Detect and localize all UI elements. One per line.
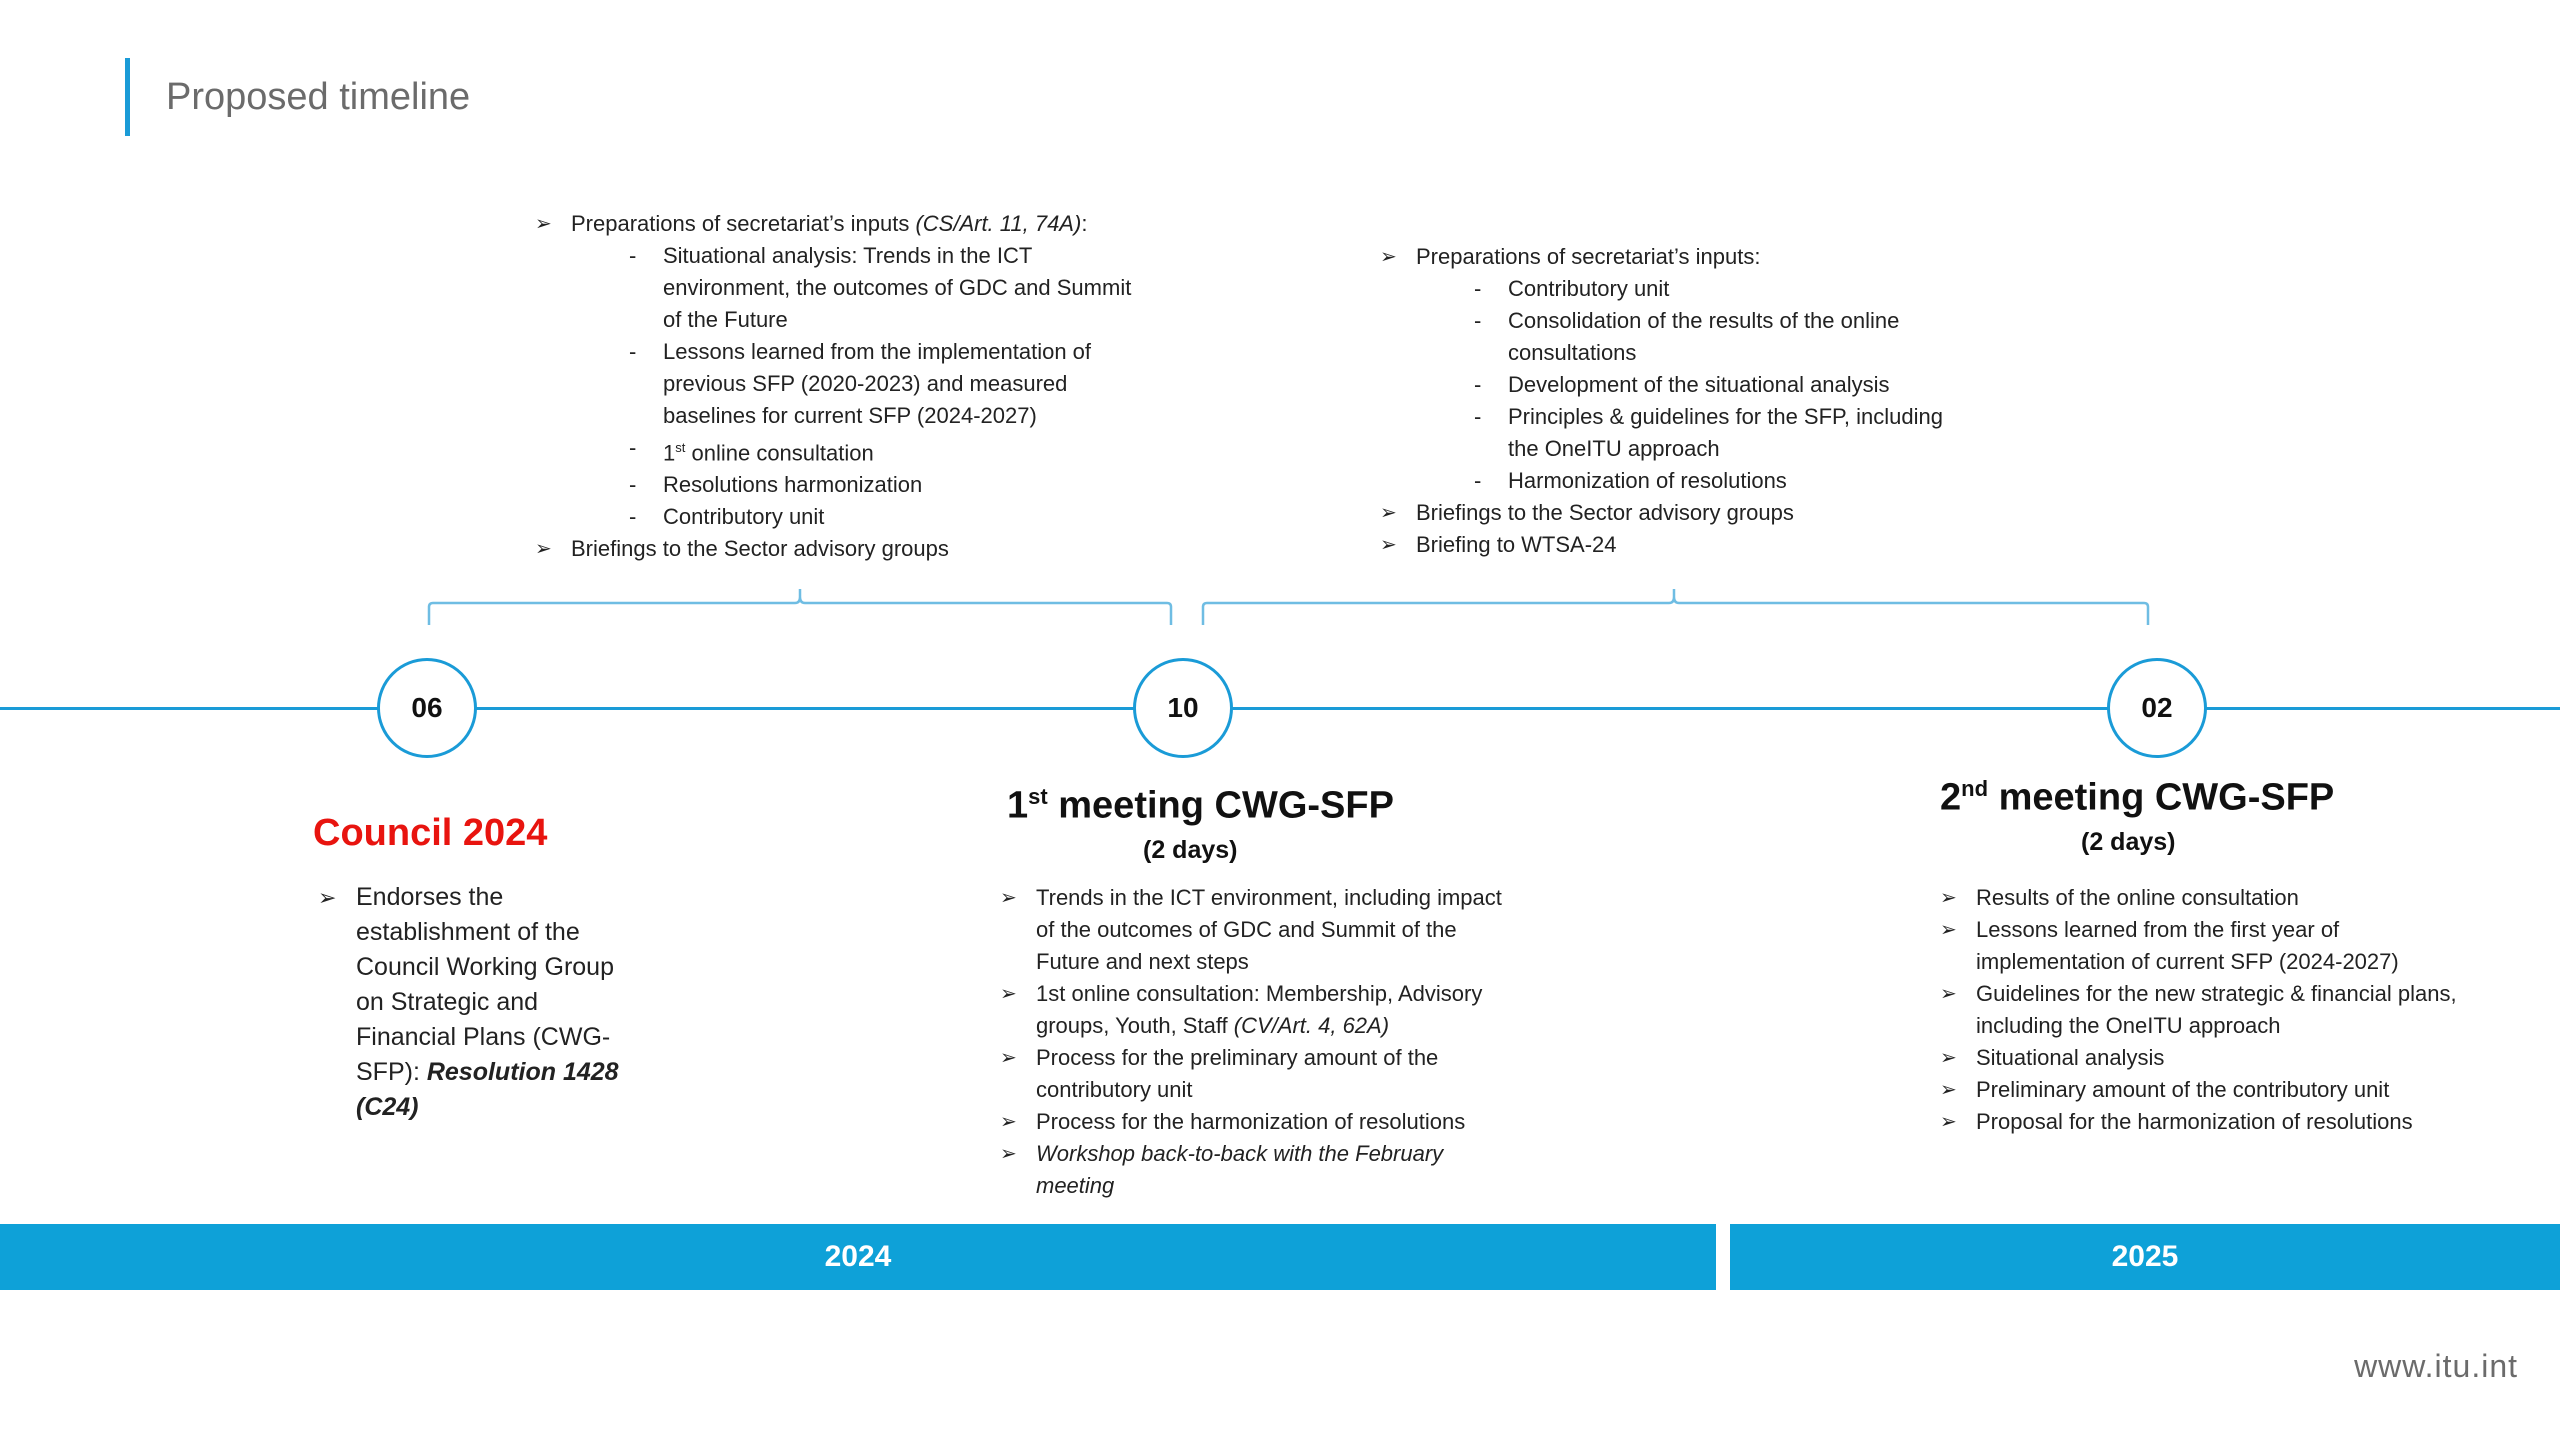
list-item-text: establishment of the (356, 918, 580, 946)
resolution-reference: (C24) (356, 1093, 419, 1121)
sub-list-item (1380, 369, 1943, 401)
timeline-node-02: 02 (2107, 658, 2207, 758)
sub-item-continuation: consultations (1508, 340, 1637, 365)
top-right-preparations (1380, 241, 1943, 561)
list-item (1940, 1042, 2540, 1074)
arrow-bullet-icon: ➢ (1940, 1047, 1957, 1069)
list-item (1940, 1074, 2540, 1106)
dash-bullet: - (1474, 404, 1482, 429)
list-item-text: Process for the harmonization of resolutions (1036, 1109, 1466, 1134)
ordinal-suffix: st (1028, 784, 1048, 809)
list-item-text: Preliminary amount of the contributory unit (1976, 1077, 2390, 1102)
list-item (1380, 529, 1943, 561)
arrow-bullet-icon: ➢ (1000, 887, 1017, 909)
dash-bullet: - (1474, 308, 1482, 333)
list-item-text: Briefing to WTSA-24 (1416, 532, 1617, 557)
dash-bullet: - (629, 243, 637, 268)
sub-list-item (535, 501, 1131, 533)
sub-list-item (1380, 305, 1943, 337)
arrow-bullet-icon: ➢ (1380, 502, 1397, 524)
list-item-text: Future and next steps (1036, 949, 1249, 974)
arrow-bullet-icon: ➢ (535, 213, 552, 235)
list-item-text: Process for the preliminary amount of the (1036, 1045, 1439, 1070)
workshop-text: Workshop back-to-back with the February (1036, 1141, 1444, 1166)
arrow-bullet-icon: ➢ (1380, 246, 1397, 268)
punctuation: : (1081, 211, 1088, 236)
list-item (1000, 1106, 1600, 1138)
title-accent-bar (125, 58, 130, 136)
list-item-text: groups, Youth, Staff (1036, 1013, 1234, 1038)
sub-list-item (535, 240, 1131, 272)
meeting1-duration: (2 days) (1143, 836, 1238, 864)
left-bracket (425, 585, 1175, 625)
footer-url[interactable]: www.itu.int (2354, 1348, 2518, 1384)
list-item-text: Financial Plans (CWG- (356, 1023, 611, 1051)
sub-item-continuation: the OneITU approach (1508, 436, 1720, 461)
sub-list-item (535, 469, 1131, 501)
sub-item-text: Development of the situational analysis (1508, 372, 1890, 397)
list-item-text: of the outcomes of GDC and Summit of the (1036, 917, 1457, 942)
ordinal-suffix: nd (1961, 776, 1989, 801)
council-heading: Council 2024 (313, 812, 548, 854)
arrow-bullet-icon: ➢ (1000, 1143, 1017, 1165)
list-item (1940, 1106, 2540, 1138)
list-item (1940, 914, 2540, 978)
list-item-text: Guidelines for the new strategic & financial plans, (1976, 981, 2457, 1006)
sub-item-continuation: previous SFP (2020-2023) and measured (663, 371, 1068, 396)
sub-list-item (1380, 401, 1943, 433)
list-item-text: Situational analysis (1976, 1045, 2165, 1070)
arrow-bullet-icon: ➢ (318, 885, 337, 910)
list-item-text: on Strategic and (356, 988, 539, 1016)
timeline-node-10: 10 (1133, 658, 1233, 758)
list-item (1000, 1138, 1600, 1202)
sub-item-text: Situational analysis: Trends in the ICT (663, 243, 1033, 268)
sub-list-item (1380, 465, 1943, 497)
list-item (1000, 978, 1600, 1042)
sub-item-text: Contributory unit (663, 504, 825, 530)
list-item-text: Proposal for the harmonization of resolutions (1976, 1109, 2413, 1134)
list-item-text (1036, 1138, 1600, 1170)
list-item (1000, 882, 1600, 978)
list-item-text: Trends in the ICT environment, including impact (1036, 885, 1502, 910)
meeting-title: meeting CWG-SFP (1988, 776, 2335, 819)
list-item-text: Preparations of secretariat’s inputs (571, 211, 916, 236)
ordinal-number: 1 (663, 440, 676, 466)
arrow-bullet-icon: ➢ (1000, 983, 1017, 1005)
dash-bullet: - (629, 435, 637, 460)
sub-item-text: Contributory unit (1508, 276, 1670, 301)
list-item (1000, 1042, 1600, 1106)
dash-bullet: - (1474, 468, 1482, 493)
resolution-reference: Resolution 1428 (426, 1058, 619, 1086)
dash-bullet: - (1474, 372, 1482, 397)
ordinal-number: 1 (1007, 784, 1029, 827)
list-item (1380, 241, 1943, 273)
council-description (318, 880, 658, 1125)
meeting2-heading (1940, 776, 2334, 820)
list-item-text (356, 1055, 658, 1090)
sub-item-text: Resolutions harmonization (663, 472, 923, 498)
meeting2-agenda (1940, 882, 2540, 1138)
list-item (1380, 497, 1943, 529)
list-item-text: Council Working Group (356, 953, 614, 981)
arrow-bullet-icon: ➢ (1940, 887, 1957, 909)
list-item (535, 533, 1131, 565)
top-left-preparations (535, 208, 1131, 565)
arrow-bullet-icon: ➢ (535, 538, 552, 561)
sub-item-continuation: of the Future (663, 307, 788, 332)
meeting-title: meeting CWG-SFP (1047, 784, 1394, 827)
meeting1-heading (1007, 784, 1394, 828)
ordinal-suffix: st (675, 440, 686, 455)
arrow-bullet-icon: ➢ (1940, 919, 1957, 941)
list-item-text: including the OneITU approach (1976, 1013, 2281, 1038)
sub-list-item (535, 432, 1131, 469)
sub-item-continuation: environment, the outcomes of GDC and Summit (663, 275, 1132, 300)
list-item-text: Endorses the (356, 883, 504, 911)
list-item-text (1036, 1170, 1600, 1202)
list-item-text: Results of the online consultation (1976, 885, 2299, 910)
sub-item-text: Principles & guidelines for the SFP, including (1508, 404, 1943, 429)
sub-list-item (1380, 273, 1943, 305)
arrow-bullet-icon: ➢ (1940, 983, 1957, 1005)
article-reference: (CV/Art. 4, 62A) (1233, 1013, 1390, 1038)
year-bar-2025: 2025 (1730, 1224, 2560, 1290)
dash-bullet: - (1474, 276, 1482, 301)
arrow-bullet-icon: ➢ (1000, 1047, 1017, 1069)
dash-bullet: - (629, 472, 637, 498)
list-item-text: Preparations of secretariat’s inputs: (1416, 244, 1761, 269)
list-item-text: SFP): (356, 1058, 427, 1086)
dash-bullet: - (629, 504, 637, 530)
sub-item-text: Lessons learned from the implementation of (663, 339, 1092, 364)
page-title: Proposed timeline (166, 76, 471, 118)
list-item-text: implementation of current SFP (2024-2027) (1976, 949, 2399, 974)
sub-item-text: Consolidation of the results of the online (1508, 308, 1900, 333)
sub-item-continuation: baselines for current SFP (2024-2027) (663, 403, 1037, 428)
ordinal-number: 2 (1940, 776, 1962, 819)
workshop-text: meeting (1036, 1173, 1115, 1198)
sub-item-text: Harmonization of resolutions (1508, 468, 1787, 493)
list-item-text: contributory unit (1036, 1077, 1193, 1102)
dash-bullet: - (629, 339, 637, 364)
sub-list-item (535, 336, 1131, 368)
arrow-bullet-icon: ➢ (1940, 1111, 1957, 1133)
right-bracket (1199, 585, 2154, 625)
list-item (318, 880, 658, 1125)
meeting1-agenda (1000, 882, 1600, 1202)
article-reference: (CS/Art. 11, 74A) (915, 211, 1082, 236)
list-item-text: Briefings to the Sector advisory groups (571, 536, 949, 562)
list-item-text: 1st online consultation: Membership, Advisory (1036, 981, 1483, 1006)
year-bar-2024: 2024 (0, 1224, 1716, 1290)
list-item-text: Lessons learned from the first year of (1976, 917, 2340, 942)
list-item (1940, 882, 2540, 914)
arrow-bullet-icon: ➢ (1380, 534, 1397, 556)
list-item-text (1036, 1010, 1600, 1042)
list-item-text: Briefings to the Sector advisory groups (1416, 500, 1794, 525)
list-item-text (356, 1090, 658, 1125)
meeting2-duration: (2 days) (2081, 828, 2176, 856)
sub-item-text: online consultation (685, 440, 874, 466)
list-item (1940, 978, 2540, 1042)
timeline-node-06: 06 (377, 658, 477, 758)
arrow-bullet-icon: ➢ (1940, 1079, 1957, 1101)
arrow-bullet-icon: ➢ (1000, 1111, 1017, 1133)
list-item (535, 208, 1131, 240)
